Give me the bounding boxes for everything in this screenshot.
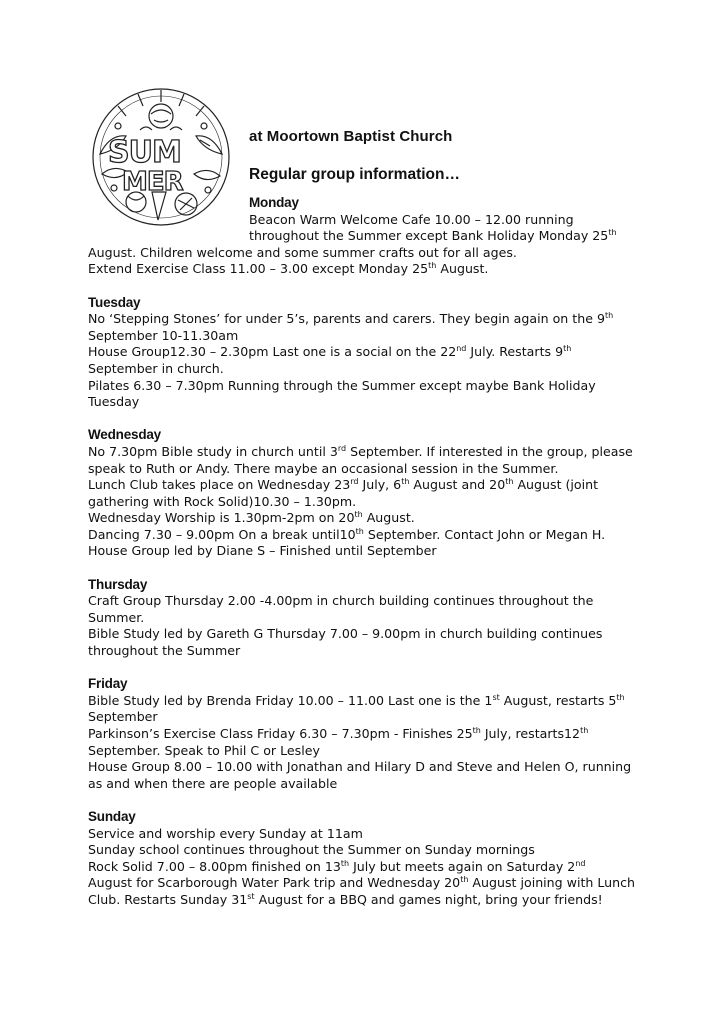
text-line: throughout the Summer except Bank Holiday Monday 25th	[249, 228, 617, 244]
text-line: September. Speak to Phil C or Lesley	[88, 742, 320, 758]
schedule-body	[88, 195, 648, 909]
text-line: as and when there are people available	[88, 775, 338, 791]
text-line: August for Scarborough Water Park trip and Wednesday 20th August joining with Lunch	[88, 875, 636, 891]
text-line: House Group12.30 – 2.30pm Last one is a social on the 22nd July. Restarts 9th	[88, 344, 572, 360]
wednesday-section	[88, 427, 648, 560]
svg-text:SUM: SUM	[108, 135, 181, 170]
text-line: Service and worship every Sunday at 11am	[88, 825, 363, 841]
text-line: House Group led by Diane S – Finished until September	[88, 543, 437, 559]
text-line: Extend Exercise Class 11.00 – 3.00 except Monday 25th August.	[88, 261, 489, 277]
text-line: Pilates 6.30 – 7.30pm Running through the Summer except maybe Bank Holiday	[88, 377, 596, 393]
text-line: Tuesday	[88, 394, 140, 410]
day-heading-sunday: Sunday	[88, 808, 136, 824]
day-heading-thursday: Thursday	[88, 576, 148, 592]
text-line: No ‘Stepping Stones’ for under 5’s, parents and carers. They begin again on the 9th	[88, 311, 614, 327]
regular-group-info-heading: Regular group information…	[249, 166, 460, 183]
text-line: September in church.	[88, 360, 224, 376]
text-line: speak to Ruth or Andy. There maybe an occasional session in the Summer.	[88, 460, 559, 476]
text-line: Parkinson’s Exercise Class Friday 6.30 – 7.30pm - Finishes 25th July, restarts12th	[88, 726, 589, 741]
friday-section	[88, 676, 648, 792]
day-heading-tuesday: Tuesday	[88, 294, 141, 310]
text-line: Beacon Warm Welcome Cafe 10.00 – 12.00 running	[249, 211, 574, 227]
text-line: House Group 8.00 – 10.00 with Jonathan and Hilary D and Steve and Helen O, running	[88, 759, 632, 775]
text-line: August. Children welcome and some summer crafts out for all ages.	[88, 244, 517, 260]
text-line: Dancing 7.30 – 9.00pm On a break until10th September. Contact John or Megan H.	[88, 526, 606, 542]
tuesday-section	[88, 295, 648, 411]
monday-section	[88, 195, 648, 278]
church-name-heading: at Moortown Baptist Church	[249, 128, 453, 145]
text-line: throughout the Summer	[88, 643, 241, 659]
svg-text:MER: MER	[122, 167, 183, 197]
text-line: Rock Solid 7.00 – 8.00pm finished on 13th July but meets again on Saturday 2nd	[88, 858, 586, 874]
text-line: September	[88, 709, 158, 725]
text-line: Bible Study led by Brenda Friday 10.00 – 11.00 Last one is the 1st August, restarts 5th	[88, 692, 625, 708]
text-line: September 10-11.30am	[88, 327, 239, 343]
day-heading-wednesday: Wednesday	[88, 427, 161, 443]
text-line: gathering with Rock Solid)10.30 – 1.30pm.	[88, 493, 357, 509]
text-line: Wednesday Worship is 1.30pm-2pm on 20th August.	[88, 510, 415, 526]
text-line: Craft Group Thursday 2.00 -4.00pm in church building continues throughout the	[88, 593, 594, 609]
day-heading-friday: Friday	[88, 676, 128, 692]
text-line: Lunch Club takes place on Wednesday 23rd July, 6th August and 20th August (joint	[88, 477, 599, 493]
sunday-section	[88, 809, 648, 909]
text-line: Summer.	[88, 609, 145, 625]
text-line: Club. Restarts Sunday 31st August for a BBQ and games night, bring your friends!	[88, 891, 603, 907]
text-line: No 7.30pm Bible study in church until 3rd September. If interested in the group, please	[88, 443, 633, 459]
text-line: Bible Study led by Gareth G Thursday 7.00 – 9.00pm in church building continues	[88, 626, 603, 642]
thursday-section	[88, 577, 648, 660]
day-heading-monday: Monday	[249, 195, 299, 210]
text-line: Sunday school continues throughout the Summer on Sunday mornings	[88, 842, 535, 858]
